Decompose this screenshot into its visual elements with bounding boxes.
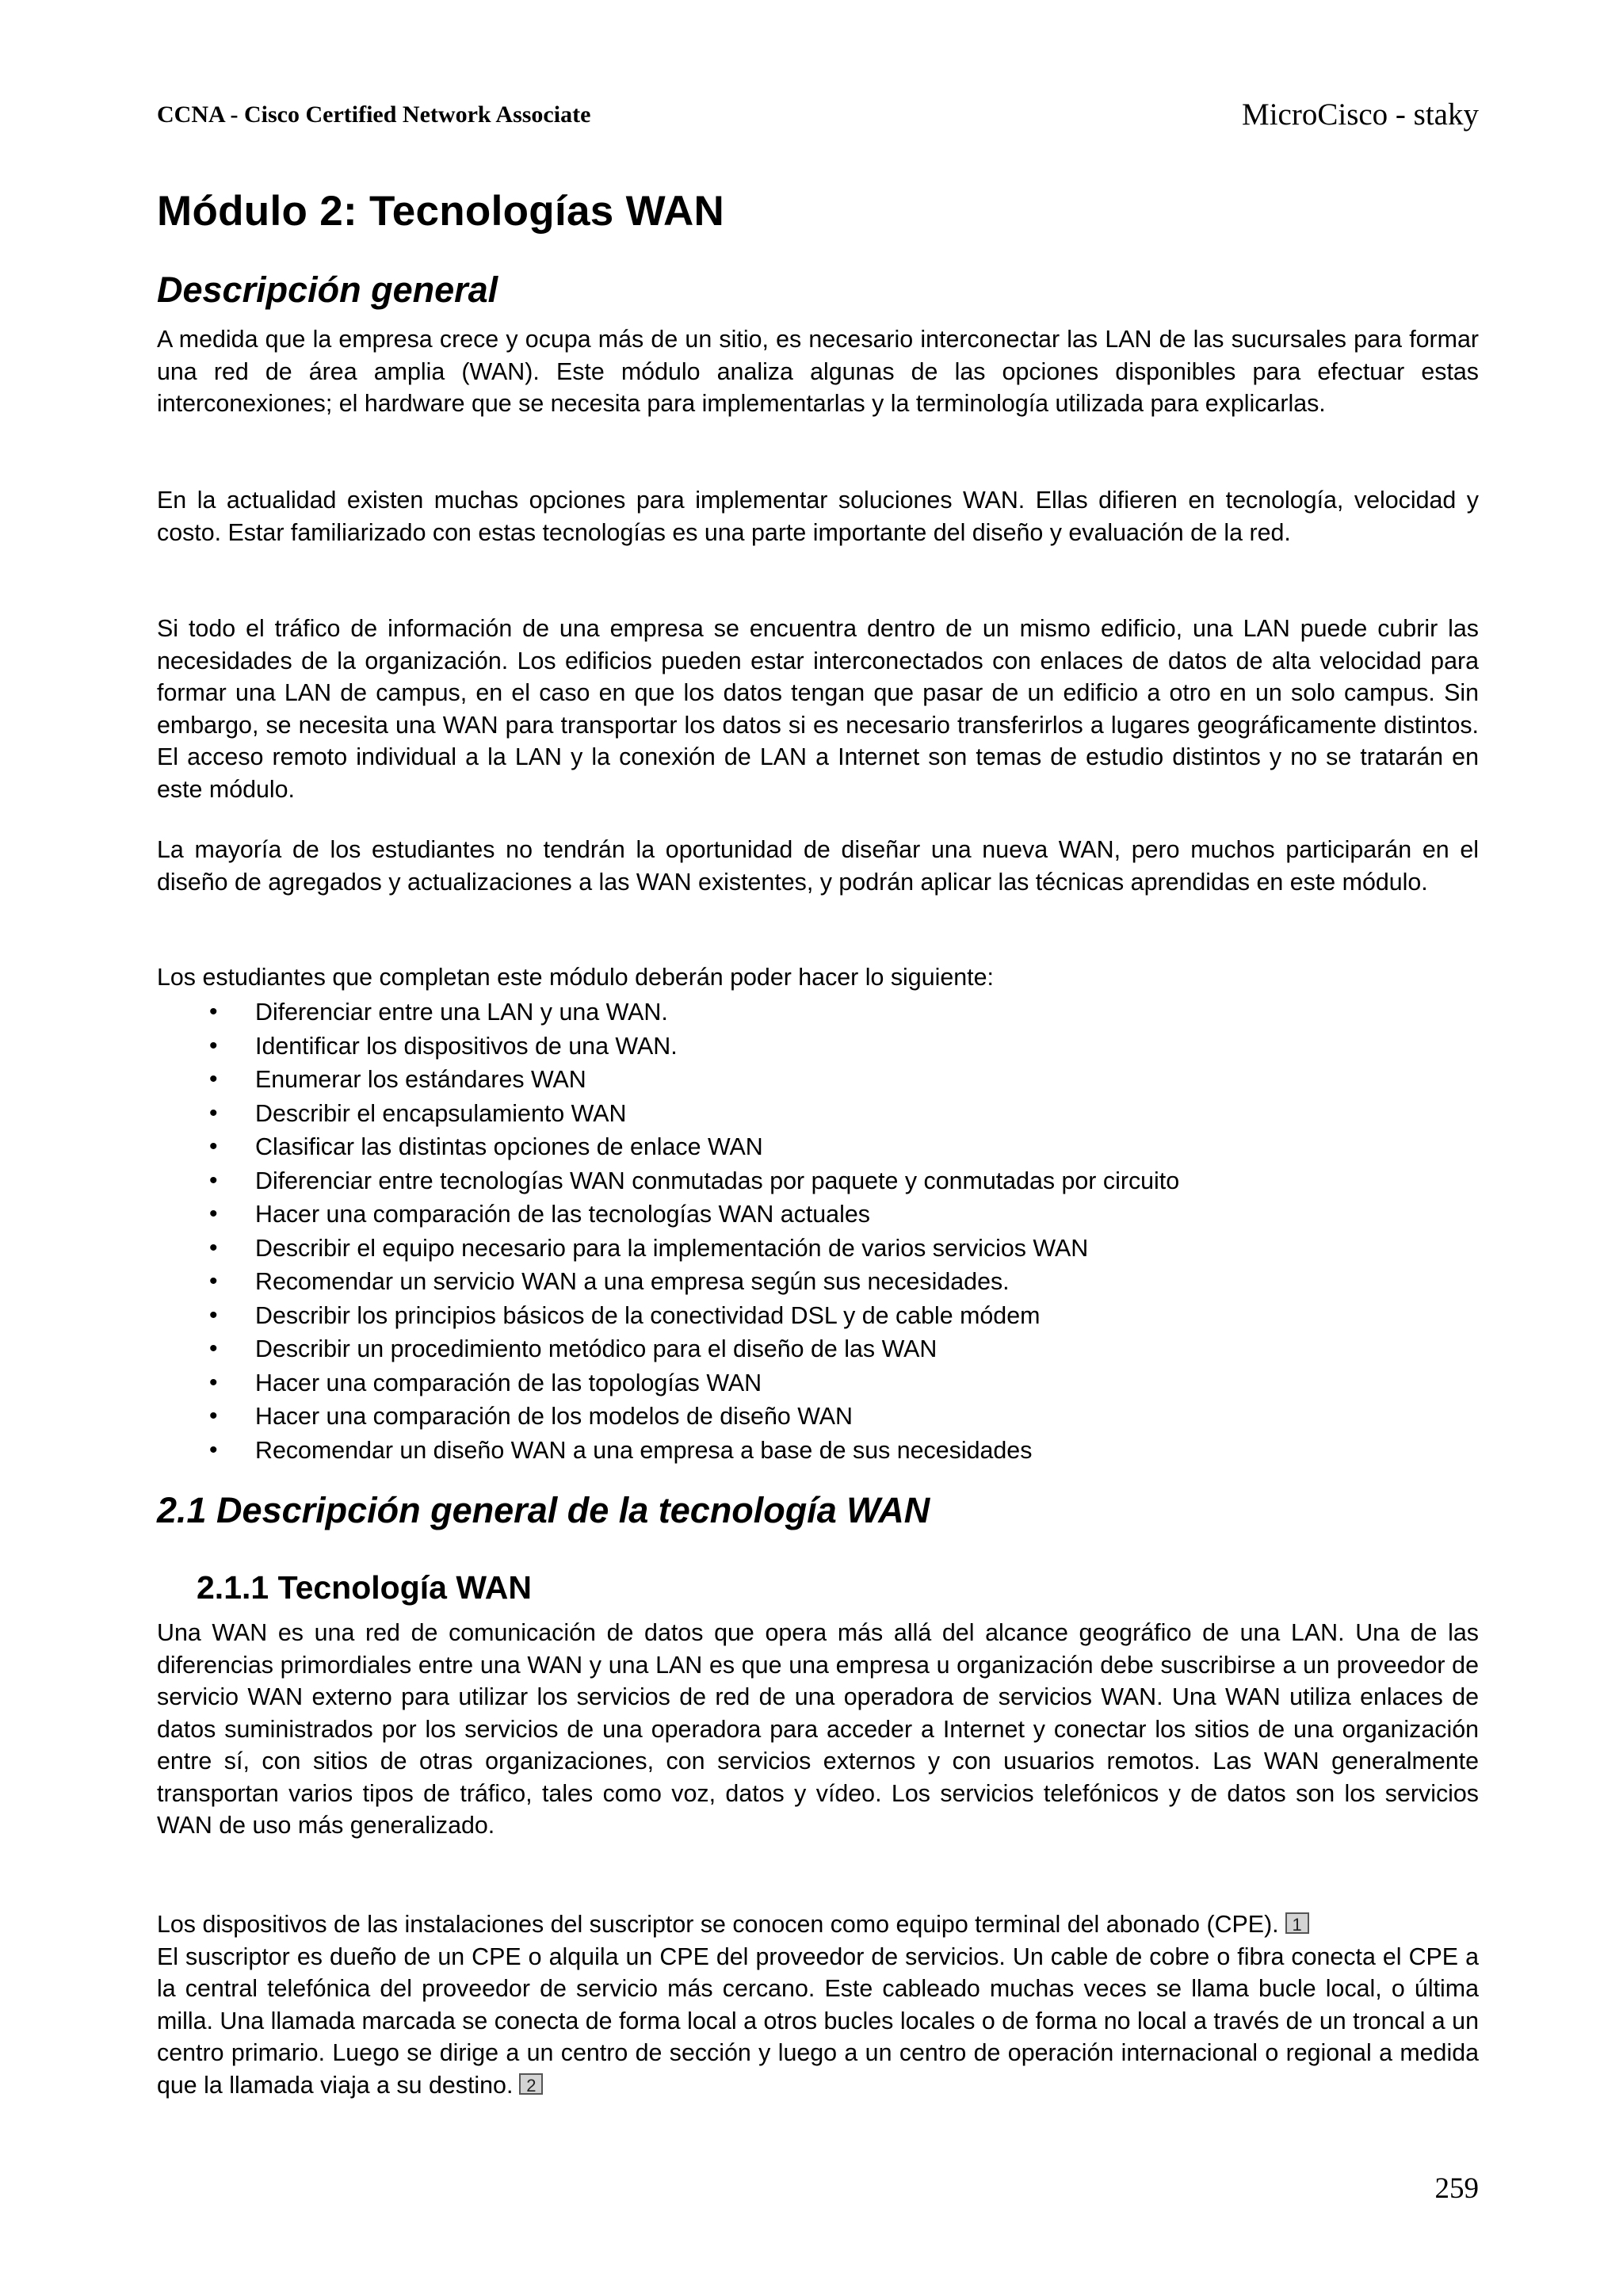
list-item-text: Enumerar los estándares WAN [255,1066,586,1093]
list-item-text: Describir un procedimiento metódico para el diseño de las WAN [255,1335,938,1362]
list-item [157,1164,1479,1198]
paragraph-text: Una WAN es una red de comunicación de datos que opera más allá del alcance geográfico de una LAN. Una de las diferencias primordiales entre una WAN y una LAN es que una empresa u organización debe suscribirse a un proveedor de servicio WAN externo para utilizar los servicios de red de una operadora de servicios WAN. Una WAN utiliza enlaces de datos suministrados por los servicios de una operadora para acceder a Internet y conectar los sitios de una organización entre sí, con sitios de otras organizaciones, con servicios externos y con usuarios remotos. Las WAN generalmente transportan varios tipos de tráfico, tales como voz, datos y vídeo. Los servicios telefónicos y de datos son los servicios WAN de uso más generalizado. [157,1619,1479,1839]
objectives-list-container [157,995,1479,1467]
section-2-1-1-paragraph-1 [157,1617,1479,1842]
overview-paragraph-4 [157,834,1479,898]
page-header [157,94,1479,144]
paragraph-text: En la actualidad existen muchas opciones para implementar soluciones WAN. Ellas difieren en tecnología, velocidad y costo. Estar familiarizado con estas tecnologías es una parte importante del diseño y evaluación de la red. [157,487,1479,546]
section-2-1-1-heading: 2.1.1 Tecnología WAN [197,1569,532,1606]
section-2-1-heading: 2.1 Descripción general de la tecnología WAN [157,1490,930,1530]
list-item [157,1030,1479,1064]
bullet-icon: • [209,1369,218,1396]
bullet-icon: • [209,1301,218,1328]
bullet-icon: • [209,1403,218,1429]
list-item-text: Hacer una comparación de las topologías WAN [255,1369,762,1396]
paragraph-text: Si todo el tráfico de información de una empresa se encuentra dentro de un mismo edificio, una LAN puede cubrir las necesidades de la organización. Los edificios pueden estar interconectados con enlaces de datos de alta velocidad para formar una LAN de campus, en el caso en que los datos tengan que pasar de un edificio a otro en un solo campus. Sin embargo, se necesita una WAN para transportar los datos si es necesario transferirlos a lugares geográficamente distintos. El acceso remoto individual a la LAN y la conexión de LAN a Internet son temas de estudio distintos y no se tratarán en este módulo. [157,615,1479,803]
paragraph-text: La mayoría de los estudiantes no tendrán la oportunidad de diseñar una nueva WAN, pero muchos participarán en el diseño de agregados y actualizaciones a las WAN existentes, y podrán aplicar las técnicas aprendidas en este módulo. [157,836,1479,896]
list-item-text: Diferenciar entre tecnologías WAN conmutadas por paquete y conmutadas por circuito [255,1167,1180,1194]
paragraph-text-part-1: Los dispositivos de las instalaciones del suscriptor se conocen como equipo terminal del abonado (CPE). [157,1911,1279,1938]
list-item [157,1434,1479,1468]
list-item [157,995,1479,1030]
bullet-icon: • [209,1032,218,1059]
page-number: 259 [1434,2172,1479,2205]
figure-reference-1-button[interactable]: 1 [1285,1912,1309,1934]
bullet-icon: • [209,1268,218,1294]
bullet-icon: • [209,1167,218,1194]
list-item [157,1198,1479,1232]
bullet-icon: • [209,1234,218,1261]
objectives-intro [157,961,1479,994]
list-item-text: Recomendar un servicio WAN a una empresa según sus necesidades. [255,1268,1010,1295]
paragraph-text [157,1908,1479,2101]
objectives-list [157,995,1479,1467]
list-item [157,1366,1479,1400]
module-title: Módulo 2: Tecnologías WAN [157,188,725,235]
header-course-title: CCNA - Cisco Certified Network Associate [157,101,591,128]
list-item-text: Describir el encapsulamiento WAN [255,1099,627,1127]
bullet-icon: • [209,999,218,1025]
section-2-1-1-paragraph-2 [157,1908,1479,2101]
bullet-icon: • [209,1335,218,1362]
list-item-text: Describir el equipo necesario para la implementación de varios servicios WAN [255,1234,1089,1262]
list-item [157,1265,1479,1299]
list-item [157,1063,1479,1097]
paragraph-text-part-2: El suscriptor es dueño de un CPE o alquila un CPE del proveedor de servicios. Un cable de cobre o fibra conecta el CPE a la central telefónica del proveedor de servicio más cercano. Este cableado muchas veces se llama bucle local, o última milla. Una llamada marcada se conecta de forma local a otros bucles locales o de forma no local a través de un troncal a un centro primario. Luego se dirige a un centro de sección y luego a un centro de operación internacional o regional a medida que la llamada viaja a su destino. [157,1943,1479,2099]
list-item-text: Hacer una comparación de los modelos de diseño WAN [255,1403,853,1430]
list-item-text: Clasificar las distintas opciones de enlace WAN [255,1133,763,1160]
header-author: MicroCisco - staky [1242,97,1479,132]
list-item-text: Diferenciar entre una LAN y una WAN. [255,999,668,1026]
list-item [157,1400,1479,1434]
list-item [157,1130,1479,1164]
list-item [157,1232,1479,1266]
bullet-icon: • [209,1436,218,1463]
list-item [157,1299,1479,1333]
overview-paragraph-3 [157,613,1479,805]
list-item-text: Identificar los dispositivos de una WAN. [255,1032,678,1060]
list-item [157,1097,1479,1131]
list-item [157,1332,1479,1366]
bullet-icon: • [209,1201,218,1227]
bullet-icon: • [209,1066,218,1092]
figure-reference-2-button[interactable]: 2 [519,2073,543,2095]
bullet-icon: • [209,1099,218,1126]
bullet-icon: • [209,1133,218,1159]
paragraph-text: Los estudiantes que completan este módulo deberán poder hacer lo siguiente: [157,964,994,991]
overview-paragraph-2 [157,484,1479,548]
paragraph-text: A medida que la empresa crece y ocupa más de un sitio, es necesario interconectar las LAN de las sucursales para formar una red de área amplia (WAN). Este módulo analiza algunas de las opciones disponibles para efectuar estas interconexiones; el hardware que se necesita para implementarlas y la terminología utilizada para explicarlas. [157,326,1479,417]
list-item-text: Hacer una comparación de las tecnologías WAN actuales [255,1201,870,1228]
document-page [157,94,1479,2205]
list-item-text: Describir los principios básicos de la conectividad DSL y de cable módem [255,1301,1041,1329]
overview-paragraph-1 [157,323,1479,420]
list-item-text: Recomendar un diseño WAN a una empresa a base de sus necesidades [255,1436,1033,1464]
overview-heading: Descripción general [157,269,498,310]
